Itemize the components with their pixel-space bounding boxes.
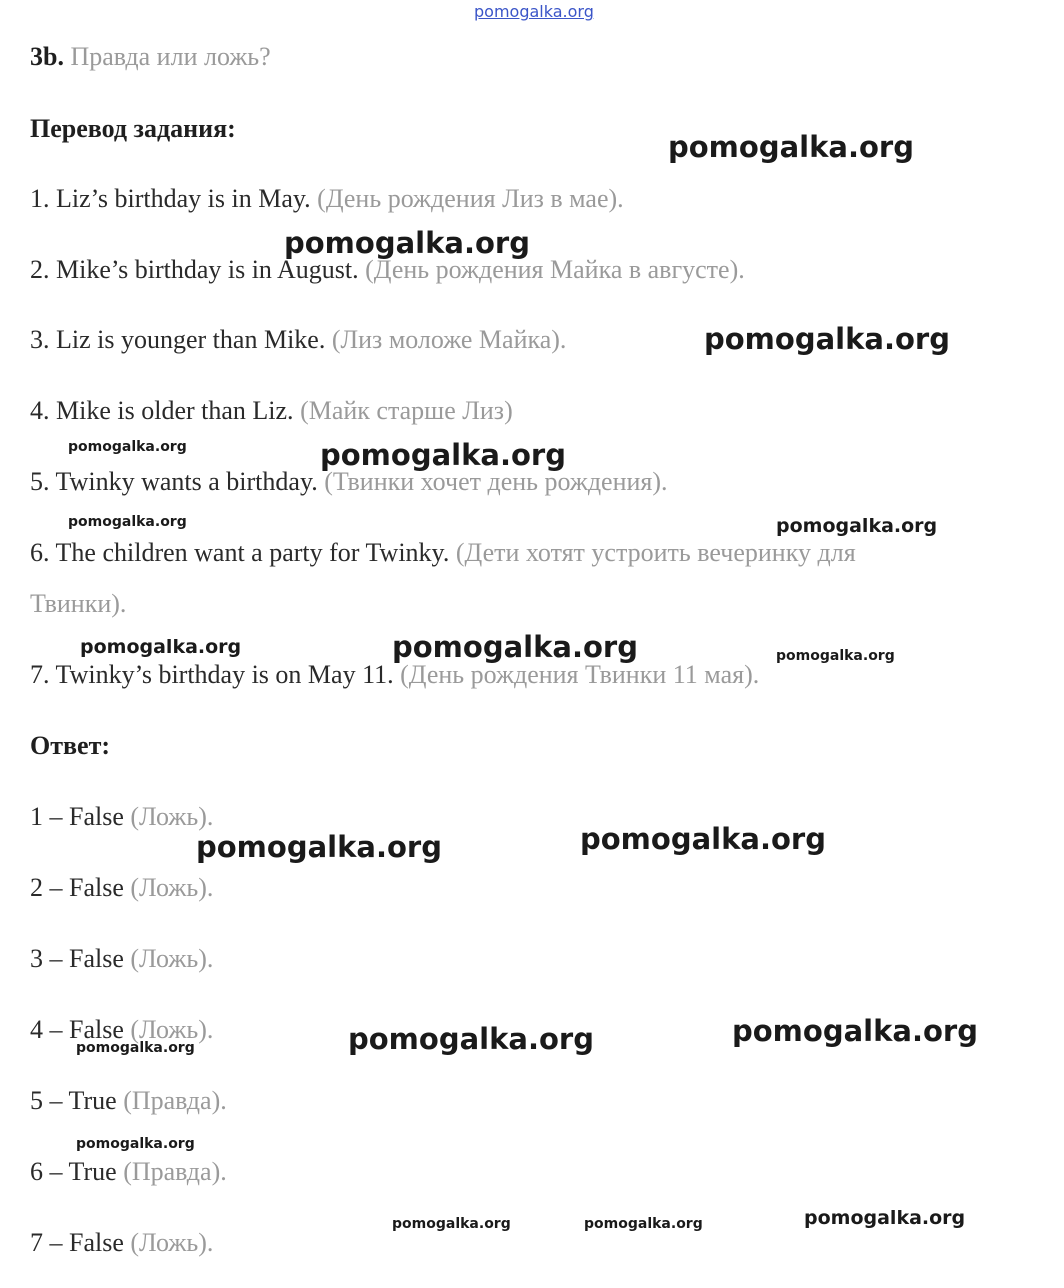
watermark: pomogalka.org — [392, 1216, 511, 1232]
watermark: pomogalka.org — [76, 1136, 195, 1152]
answer-1 — [30, 802, 213, 832]
answer-7 — [30, 1228, 213, 1258]
statement-translation: (Твинки хочет день рождения). — [324, 467, 668, 496]
answer-heading: Ответ: — [30, 731, 111, 760]
watermark: pomogalka.org — [196, 830, 442, 864]
watermark: pomogalka.org — [80, 636, 242, 658]
statement-3 — [30, 325, 566, 355]
answer-text: 4 – False — [30, 1015, 124, 1044]
answer-translation: (Правда). — [123, 1086, 227, 1115]
watermark: pomogalka.org — [348, 1022, 594, 1056]
answer-translation: (Правда). — [123, 1157, 227, 1186]
watermark: pomogalka.org — [804, 1207, 966, 1229]
statement-translation: (Лиз моложе Майка). — [331, 325, 567, 354]
task-number: 3b. — [30, 42, 64, 71]
answer-translation: (Ложь). — [130, 944, 214, 973]
statement-translation: (День рождения Майка в августе). — [365, 255, 745, 284]
answer-translation: (Ложь). — [130, 802, 214, 831]
watermark: pomogalka.org — [776, 515, 938, 537]
watermark: pomogalka.org — [776, 648, 895, 664]
statement-4 — [30, 396, 513, 426]
answer-3 — [30, 944, 213, 974]
site-link[interactable]: pomogalka.org — [474, 2, 594, 21]
watermark: pomogalka.org — [68, 514, 187, 530]
watermark: pomogalka.org — [732, 1014, 978, 1048]
statement-translation: (День рождения Лиз в мае). — [317, 184, 624, 213]
answer-translation: (Ложь). — [130, 1228, 214, 1257]
task-header — [30, 42, 271, 72]
answer-text: 5 – True — [30, 1086, 117, 1115]
statement-6 — [30, 538, 856, 568]
watermark: pomogalka.org — [392, 630, 638, 664]
watermark: pomogalka.org — [584, 1216, 703, 1232]
answer-2 — [30, 873, 213, 903]
answer-text: 1 – False — [30, 802, 124, 831]
answer-text: 3 – False — [30, 944, 124, 973]
statement-text: 5. Twinky wants a birthday. — [30, 467, 318, 496]
answer-text: 2 – False — [30, 873, 124, 902]
answer-translation: (Ложь). — [130, 873, 214, 902]
watermark: pomogalka.org — [284, 226, 530, 260]
answer-text: 7 – False — [30, 1228, 124, 1257]
answer-translation: (Ложь). — [130, 1015, 214, 1044]
statement-translation: (Дети хотят устроить вечеринку для — [455, 538, 856, 567]
task-instruction: Правда или ложь? — [70, 42, 271, 71]
statement-text: 2. Mike’s birthday is in August. — [30, 255, 359, 284]
statement-6-continuation: Твинки). — [30, 589, 127, 618]
statement-7 — [30, 660, 759, 690]
answer-6 — [30, 1157, 227, 1187]
statement-translation: (Майк старше Лиз) — [300, 396, 513, 425]
statement-text: 7. Twinky’s birthday is on May 11. — [30, 660, 394, 689]
answer-5 — [30, 1086, 227, 1116]
watermark: pomogalka.org — [320, 438, 566, 472]
watermark: pomogalka.org — [68, 439, 187, 455]
answer-text: 6 – True — [30, 1157, 117, 1186]
watermark: pomogalka.org — [668, 130, 914, 164]
translation-heading: Перевод задания: — [30, 114, 236, 143]
statement-text: 1. Liz’s birthday is in May. — [30, 184, 311, 213]
watermark: pomogalka.org — [76, 1040, 195, 1056]
watermark: pomogalka.org — [704, 322, 950, 356]
statement-text: 6. The children want a party for Twinky. — [30, 538, 450, 567]
statement-text: 4. Mike is older than Liz. — [30, 396, 294, 425]
statement-translation: (День рождения Твинки 11 мая). — [400, 660, 760, 689]
statement-1 — [30, 184, 624, 214]
watermark: pomogalka.org — [580, 822, 826, 856]
statement-text: 3. Liz is younger than Mike. — [30, 325, 326, 354]
